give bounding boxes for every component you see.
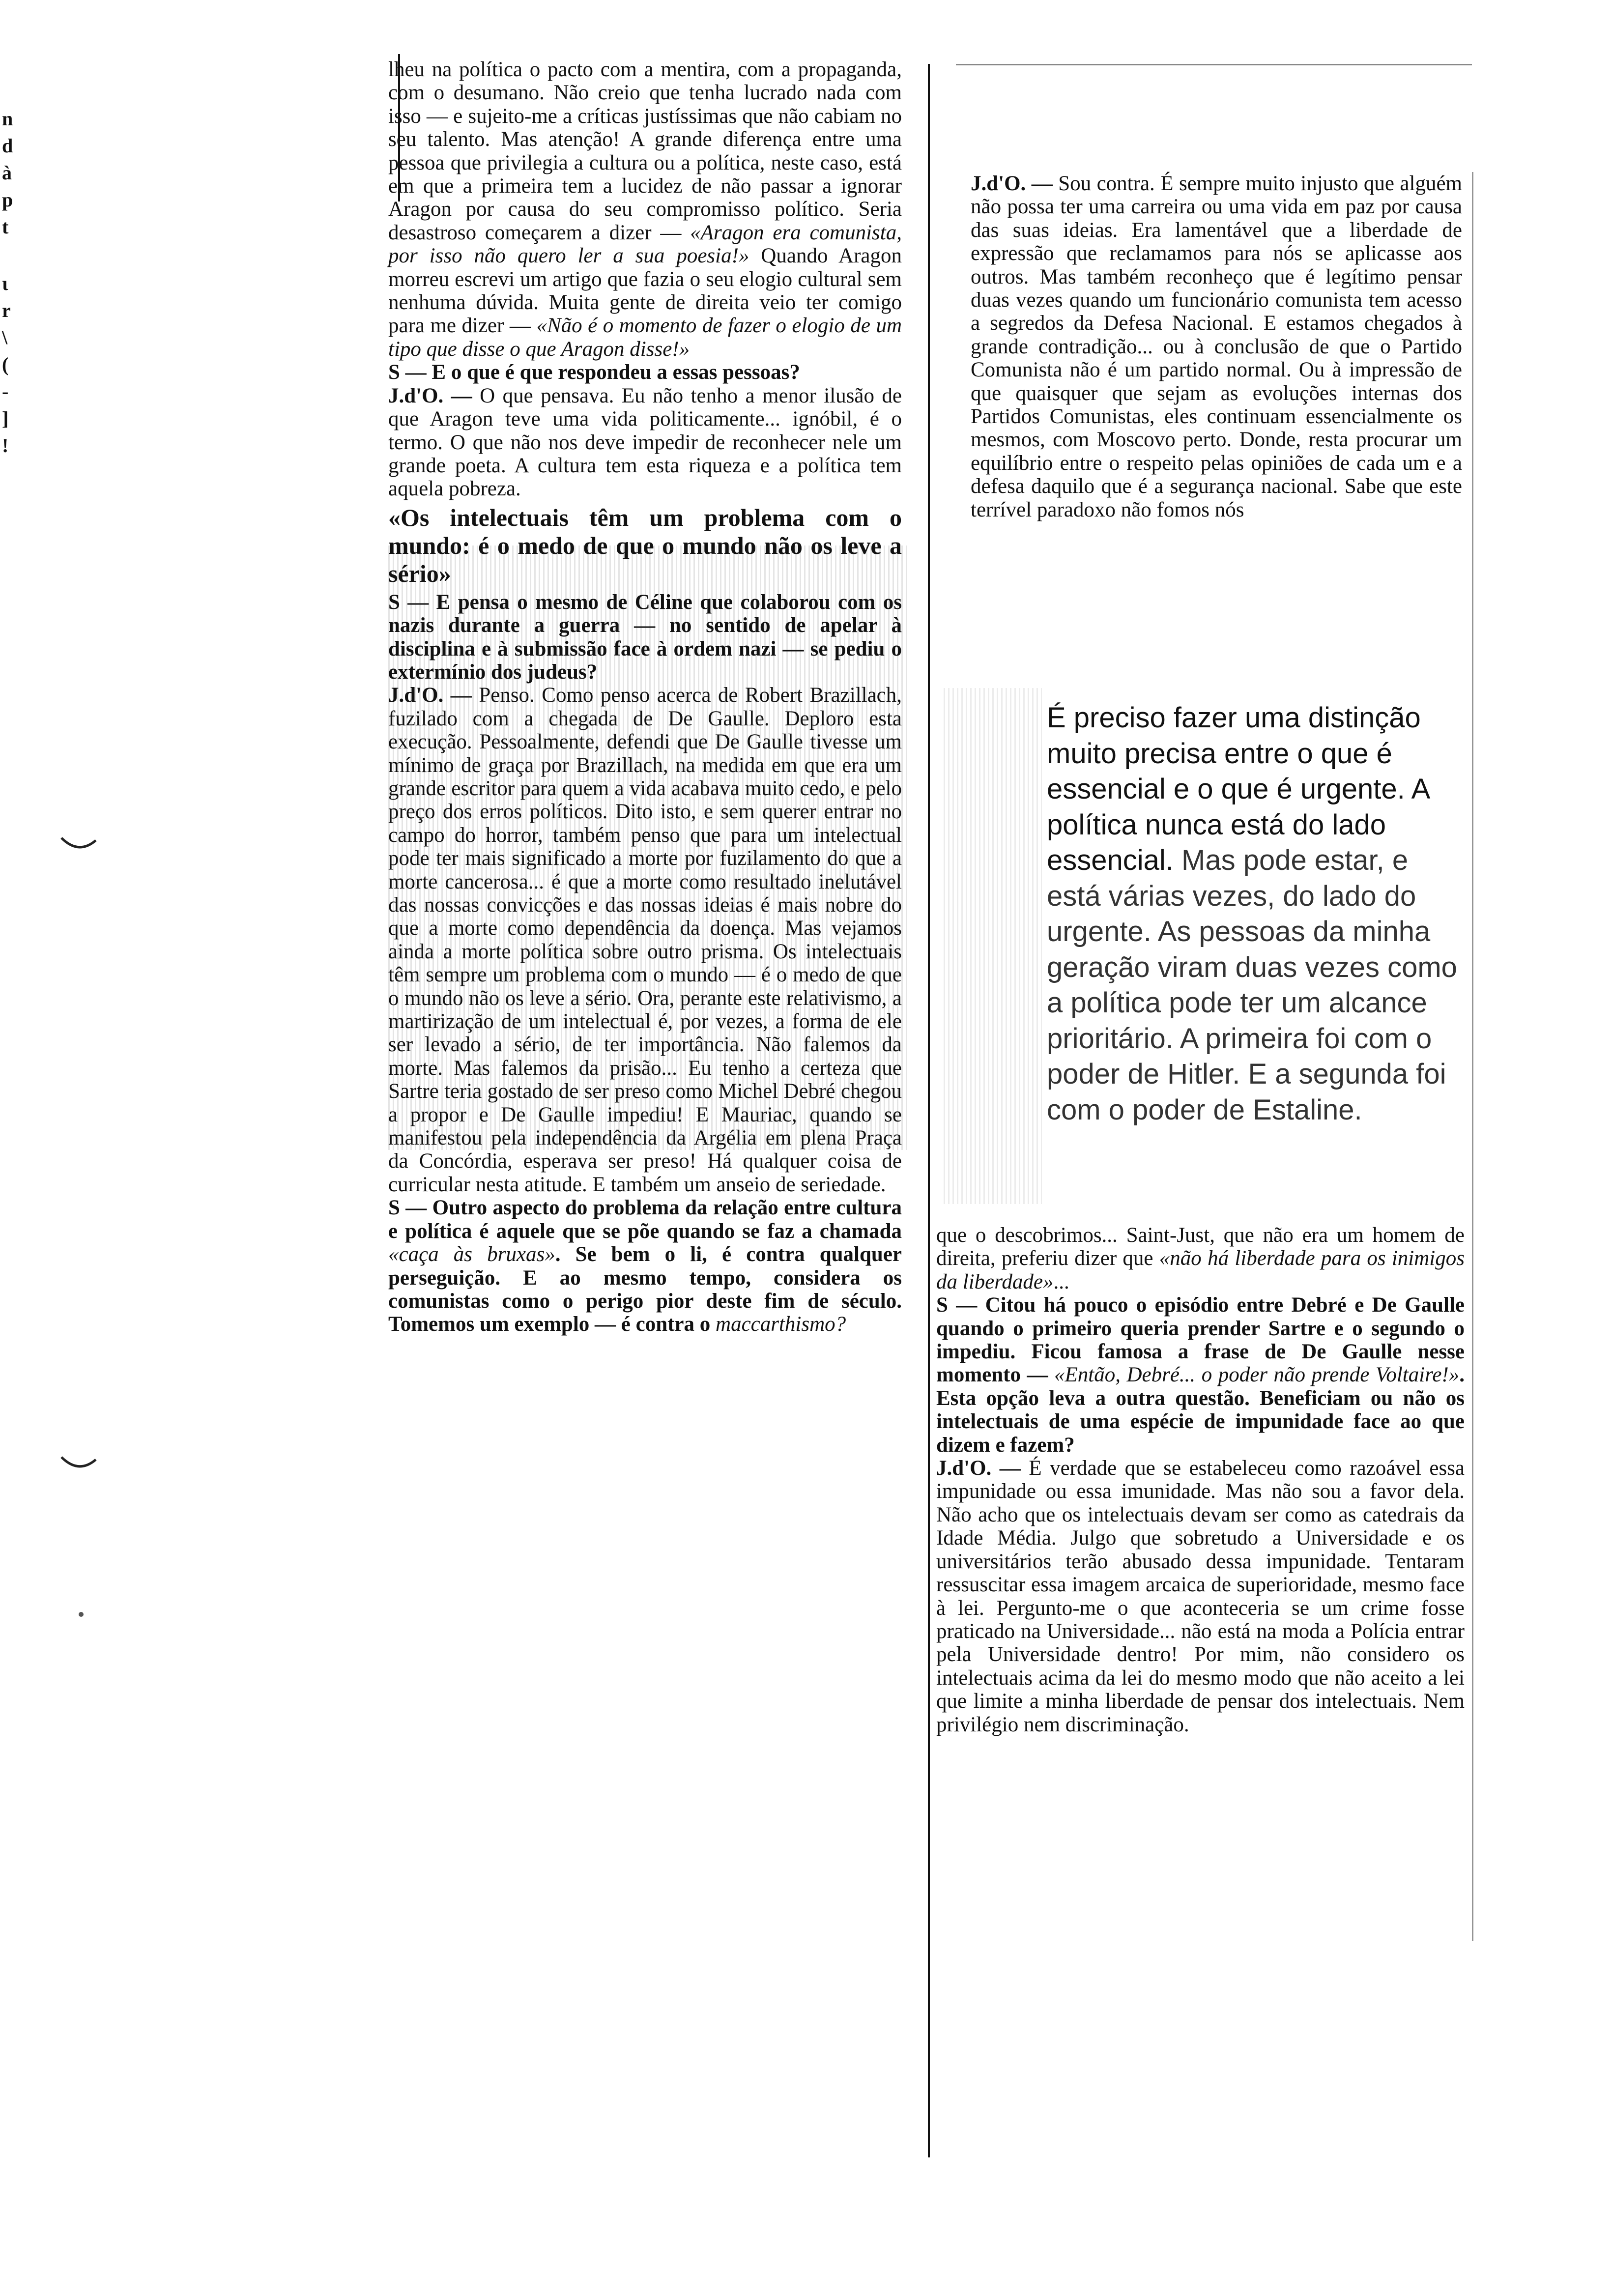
margin-letter: ι (2, 272, 8, 294)
question (388, 1196, 902, 1336)
body-text: lheu na política o pacto com a mentira, com a propaganda, com o desumano. Não creio que tenha lucrado nada com isso — e sujeito-me a críticas justíssimas que não cabiam no seu talento. Mas atenção! A grande diferença entre uma pessoa que privilegia a cultura ou a política, neste caso, está em que a primeira tem a lucidez de não passar a ignorar Aragon por causa do seu compromisso político. Seria desastroso começarem a dizer — (388, 58, 902, 244)
pull-quote-rest: Mas pode estar, e está várias vezes, do lado do urgente. As pessoas da minha geração viram duas vezes como a política pode ter um alcance prioritário. A primeira foi com o poder de Hitler. E a segunda foi com o poder de Estaline. (1047, 844, 1457, 1126)
margin-letter: t (2, 216, 9, 238)
body-text: Quando Aragon morreu escrevi um artigo que fazia o seu elogio cultural sem nenhuma dúvida. Muita gente de direita veio ter comigo para me dizer — (388, 244, 902, 338)
quote: «não há liberdade para os inimigos da liberdade» (936, 1247, 1465, 1293)
print-noise (944, 688, 1042, 1204)
answer (936, 1457, 1465, 1736)
margin-letter: \ (2, 326, 8, 348)
margin-letter: ( (2, 353, 9, 375)
speaker: J.d'O. — (936, 1457, 1021, 1480)
binding-hole-mark (59, 1455, 98, 1474)
question-text: . Se bem o li, é contra qualquer perseguição. E ao mesmo tempo, considera os comunistas como o perigo pior deste fim de século. Tomemos um exemplo — é contra o (388, 1243, 902, 1336)
answer (971, 172, 1462, 521)
answer-text: O que pensava. Eu não tenho a menor ilusão de que Aragon teve uma vida politicamente... ignóbil, é o termo. O que não nos deve impedir de reconhecer nele um grande poeta. A cultura tem esta riqueza e a política tem aquela pobreza. (388, 384, 902, 501)
body-text: ... (1053, 1270, 1069, 1293)
body-text: que o descobrimos... Saint-Just, que não era um homem de direita, preferiu dizer que (936, 1224, 1465, 1270)
speck (79, 1612, 84, 1617)
pull-quote-lead: É preciso fazer uma distinção muito precisa entre o que é essencial e o que é urgente. A política nunca está do lado essencial. (1047, 702, 1429, 876)
article-column-left (388, 58, 902, 1336)
question: S — E pensa o mesmo de Céline que colaborou com os nazis durante a guerra — no sentido de apelar à disciplina e à submissão face à ordem nazi — se pediu o extermínio dos judeus? (388, 590, 902, 684)
column-rule-center (928, 64, 930, 2157)
question-text: S — Outro aspecto do problema da relação entre cultura e política é aquele que se põe quando se faz a chamada (388, 1196, 902, 1243)
question (936, 1293, 1465, 1457)
term: maccarthismo? (716, 1313, 846, 1336)
margin-letter: à (2, 162, 12, 184)
margin-letter: ! (2, 434, 9, 457)
paragraph (936, 1224, 1465, 1293)
answer (388, 384, 902, 501)
quote: «caça às bruxas» (388, 1243, 555, 1266)
margin-letter: - (2, 380, 9, 402)
column-rule-right (1472, 172, 1473, 1941)
question-text: S — Citou há pouco o episódio entre Debré e De Gaulle quando o primeiro queria prender Sartre e o segundo o impediu. Ficou famosa a frase de De Gaulle nesse momento — (936, 1293, 1465, 1387)
speaker: J.d'O. — (971, 172, 1053, 195)
margin-letter: ] (2, 407, 9, 430)
answer (388, 684, 902, 1196)
speaker: J.d'O. — (388, 684, 472, 707)
answer-text: Sou contra. É sempre muito injusto que alguém não possa ter uma carreira ou uma vida em paz por causa das suas ideias. Era lamentável que a liberdade de expressão que reclamamos para nós se aplicasse aos outros. Mas também reconheço que é legítimo pensar duas vezes quando um funcionário comunista tem acesso a segredos da Defesa Nacional. E estamos chegados à grande contradição... ou à conclusão de que o Partido Comunista não é um partido normal. Ou à impressão de que quaisquer que sejam as evoluções internas dos Partidos Comunistas, eles continuam essencialmente os mesmos, com Moscovo perto. Donde, resta procurar um equilíbrio entre o respeito pelas opiniões de cada um e a defesa daquilo que é a segurança nacional. Sabe que este terrível paradoxo não fomos nós (971, 172, 1462, 521)
margin-letters (2, 107, 17, 461)
quote: «Não é o momento de fazer o elogio de um tipo que disse o que Aragon disse!» (388, 314, 902, 361)
margin-letter: p (2, 189, 13, 211)
paragraph (388, 58, 902, 361)
answer-text: É verdade que se estabeleceu como razoável essa impunidade ou essa imunidade. Mas não sou a favor dela. Não acho que os intelectuais devam ser como as catedrais da Idade Média. Julgo que sobretudo a Universidade e os universitários terão abusado dessa impunidade. Tentaram ressuscitar essa imagem arcaica de superioridade, mesmo face à lei. Pergunto-me o que aconteceria se um crime fosse praticado na Universidade... não está na moda a Polícia entrar pela Universidade dentro! Por mim, não considero os intelectuais acima da lei do mesmo modo que não aceito a lei que limite a minha liberdade de pensar dos intelectuais. Nem privilégio nem discriminação. (936, 1457, 1465, 1736)
answer-text: Penso. Como penso acerca de Robert Brazillach, fuzilado com a chegada de De Gaulle. Deploro esta execução. Pessoalmente, defendi que De Gaulle tivesse um mínimo de graça por Brazillach, na medida em que era um grande escritor para quem a vida acabava muito cedo, e pelo preço dos erros políticos. Dito isto, e sem querer entrar no campo do horror, também penso que para um intelectual pode ter mais significado a morte por fuzilamento do que a morte cancerosa... é que a morte como resultado inelutável das nossas convicções e das nossas ideias é mais nobre do que a morte como dependência da doença. Mas vejamos ainda a morte política sobre outro prisma. Os intelectuais têm sempre um problema com o mundo — é o medo de que o mundo não os leve a sério. Ora, perante este relativismo, a martirização de um intelectual é, por vezes, a forma de ele ser levado a sério, de ter importância. Não falemos da morte. Mas falemos da prisão... Eu tenho a certeza que Sartre teria gostado de ser preso como Michel Debré chegou a propor e De Gaulle impediu! E Mauriac, quando se manifestou pela independência da Argélia em plena Praça da Concórdia, esperava ser preso! Há qualquer coisa de curricular nesta atitude. E também um anseio de seriedade. (388, 684, 902, 1196)
section-heading: «Os intelectuais têm um problema com o mundo: é o medo de que o mundo não os leve a sério» (388, 503, 902, 587)
question: S — E o que é que respondeu a essas pessoas? (388, 361, 800, 384)
pull-quote (1047, 700, 1465, 1128)
quote: «Então, Debré... o poder não prende Voltaire!» (1054, 1363, 1460, 1387)
quote: «Aragon era comunista, por isso não quero ler a sua poesia!» (388, 221, 902, 268)
margin-letter: n (2, 108, 13, 130)
article-column-right-top (971, 172, 1462, 521)
column-rule-top (956, 64, 1472, 65)
margin-letter: d (2, 135, 13, 157)
article-column-right-bottom (936, 1224, 1465, 1736)
margin-letter: r (2, 299, 11, 321)
binding-hole-mark (59, 835, 98, 855)
question-text: . Esta opção leva a outra questão. Beneficiam ou não os intelectuais de uma espécie de impunidade face ao que dizem e fazem? (936, 1363, 1465, 1457)
speaker: J.d'O. — (388, 384, 472, 407)
